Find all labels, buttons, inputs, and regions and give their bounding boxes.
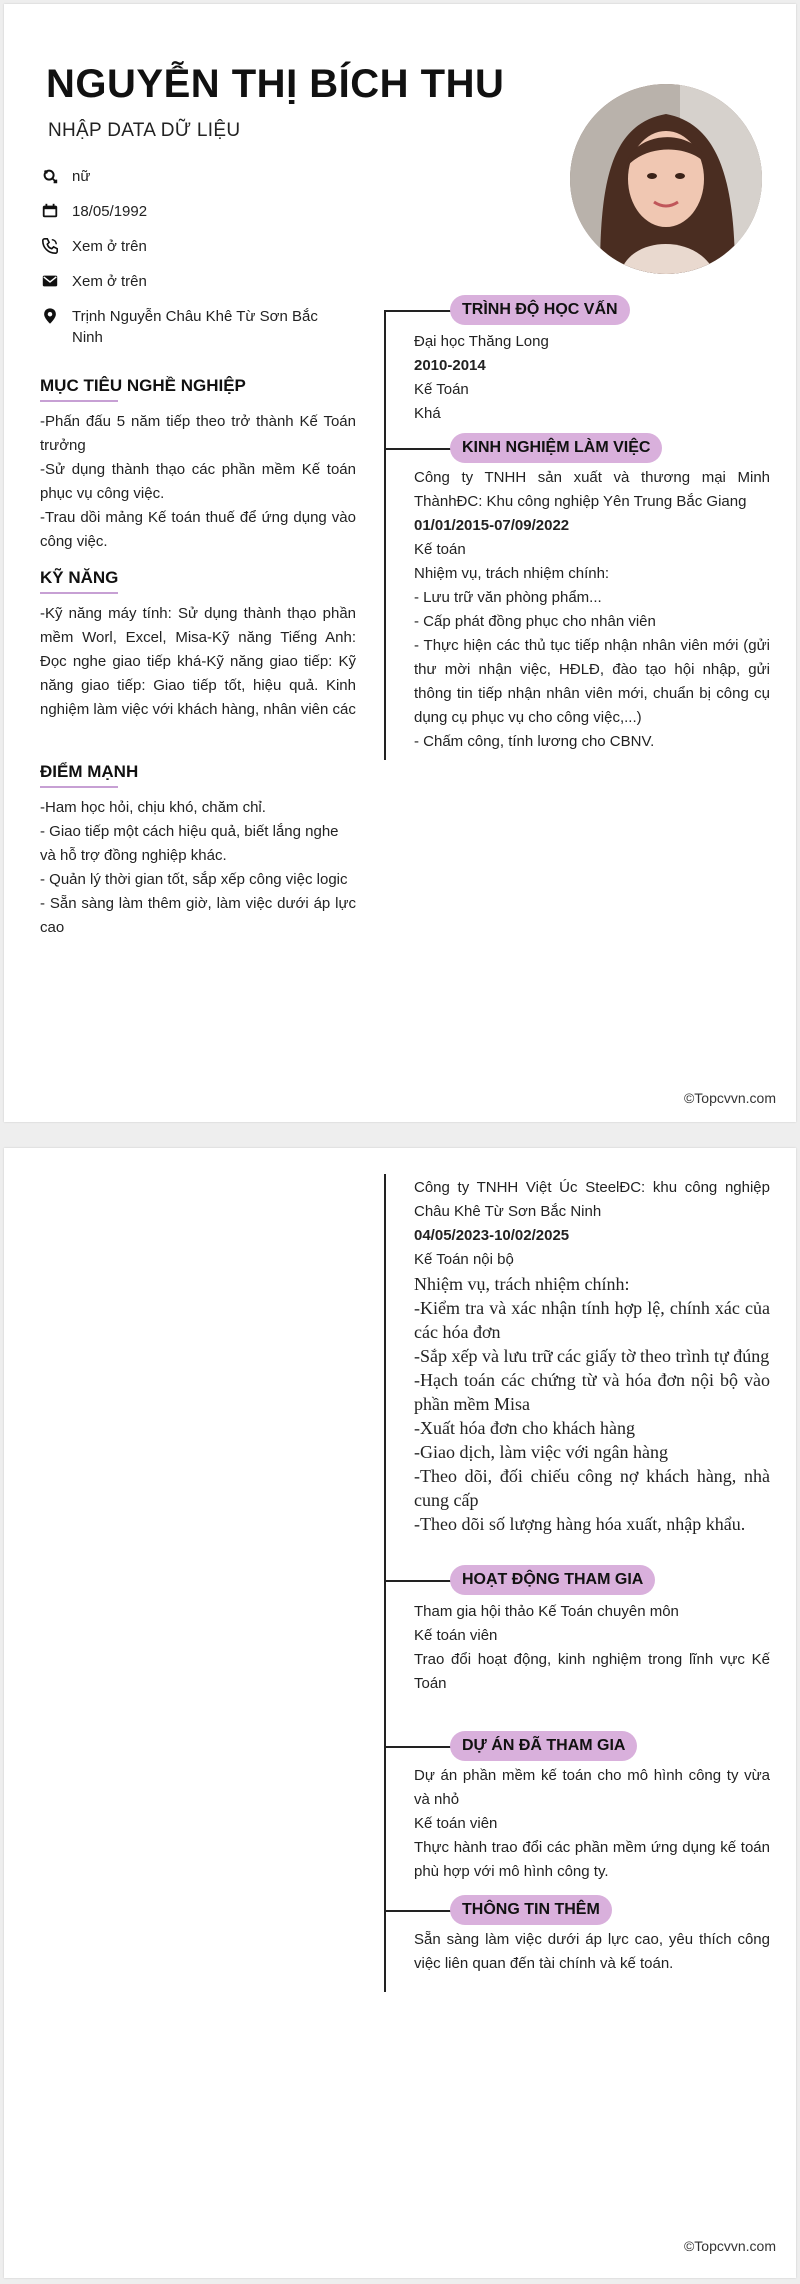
- contact-birthday: [40, 201, 340, 222]
- projects-heading: DỰ ÁN ĐÃ THAM GIA: [450, 1731, 637, 1761]
- job1-company: Công ty TNHH sản xuất và thương mại Minh ThànhĐC: Khu công nghiệp Yên Trung Bắc Giang: [414, 469, 770, 510]
- job2-duty: -Xuất hóa đơn cho khách hàng: [414, 1418, 635, 1438]
- extra-info-text: Sẵn sàng làm việc dưới áp lực cao, yêu thích công việc liên quan đến tài chính và kế toán.: [414, 1931, 770, 1972]
- job1-position: Kế toán: [414, 541, 466, 558]
- experience-job-2: [414, 1176, 770, 1536]
- experience-heading: KINH NGHIỆM LÀM VIỆC: [450, 433, 662, 463]
- job1-duty: - Chấm công, tính lương cho CBNV.: [414, 733, 655, 750]
- contact-address: [40, 306, 340, 348]
- timeline-branch: [384, 310, 452, 312]
- cv-page-2: [4, 1148, 796, 2278]
- job1-duty: - Cấp phát đồng phục cho nhân viên: [414, 613, 656, 630]
- projects-block: [414, 1764, 770, 1884]
- contact-gender: [40, 166, 340, 187]
- objective-line: -Sử dụng thành thạo các phần mềm Kế toán phục vụ công việc.: [40, 461, 356, 502]
- job2-duty: -Sắp xếp và lưu trữ các giấy tờ theo trình tự đúng: [414, 1346, 770, 1366]
- contact-birthday-text: 18/05/1992: [72, 203, 148, 220]
- job2-period: 04/05/2023-10/02/2025: [414, 1227, 570, 1244]
- education-heading: TRÌNH ĐỘ HỌC VẤN: [450, 295, 630, 325]
- activity-line: Kế toán viên: [414, 1627, 498, 1644]
- job1-duties-title: Nhiệm vụ, trách nhiệm chính:: [414, 565, 610, 582]
- objective-line: -Phấn đấu 5 năm tiếp theo trở thành Kế Toán trưởng: [40, 413, 356, 454]
- job1-duty: - Thực hiện các thủ tục tiếp nhận nhân viên mới (gửi thư mời nhận việc, HĐLĐ, đào tạo hội nhập, gửi thông tin tiếp nhận nhân viên mới, chuẩn bị công cụ dụng cụ phục vụ cho công việc,...): [414, 637, 770, 726]
- candidate-name: NGUYỄN THỊ BÍCH THU: [46, 62, 505, 106]
- timeline-line: [384, 310, 386, 760]
- job2-duty: -Theo dõi, đối chiếu công nợ khách hàng, nhà cung cấp: [414, 1466, 770, 1510]
- gender-icon: [40, 166, 60, 186]
- footer-watermark: ©Topcvvn.com: [683, 2238, 776, 2254]
- strength-line: - Giao tiếp một cách hiệu quả, biết lắng nghe: [40, 823, 339, 840]
- extra-info-heading: THÔNG TIN THÊM: [450, 1895, 612, 1925]
- experience-job-1: [414, 466, 770, 754]
- job-title: NHẬP DATA DỮ LIỆU: [48, 120, 241, 141]
- strength-line: - Sẵn sàng làm thêm giờ, làm việc dưới áp lực cao: [40, 895, 356, 936]
- skills-heading: KỸ NĂNG: [40, 568, 118, 594]
- profile-photo: [570, 84, 762, 274]
- job2-duty: -Kiểm tra và xác nhận tính hợp lệ, chính xác của các hóa đơn: [414, 1298, 770, 1342]
- education-grade: Khá: [414, 405, 441, 422]
- phone-icon: [40, 236, 60, 256]
- profile-photo-illustration: [570, 84, 762, 274]
- contact-phone: [40, 236, 340, 257]
- objective-line: -Trau dồi mảng Kế toán thuế để ứng dụng vào công việc.: [40, 509, 356, 550]
- education-period: 2010-2014: [414, 357, 486, 374]
- job1-duty: - Lưu trữ văn phòng phẩm...: [414, 589, 602, 606]
- job2-duty: -Hạch toán các chứng từ và hóa đơn nội bộ vào phần mềm Misa: [414, 1370, 770, 1414]
- education-school: Đại học Thăng Long: [414, 333, 549, 350]
- job2-duties-title: Nhiệm vụ, trách nhiệm chính:: [414, 1274, 630, 1294]
- job2-position: Kế Toán nội bộ: [414, 1251, 514, 1268]
- job2-company: Công ty TNHH Việt Úc SteelĐC: khu công nghiệp Châu Khê Từ Sơn Bắc Ninh: [414, 1179, 770, 1220]
- activities-heading: HOẠT ĐỘNG THAM GIA: [450, 1565, 655, 1595]
- contact-email-text: Xem ở trên: [72, 273, 147, 290]
- timeline-branch: [384, 1580, 452, 1582]
- activity-line: Tham gia hội thảo Kế Toán chuyên môn: [414, 1603, 679, 1620]
- location-icon: [40, 306, 60, 326]
- strengths-section: [40, 762, 356, 940]
- contact-list: [40, 166, 340, 362]
- strengths-heading: ĐIỂM MẠNH: [40, 762, 138, 788]
- cv-page-1: [4, 4, 796, 1122]
- activity-line: Trao đổi hoạt động, kinh nghiệm trong lĩnh vực Kế Toán: [414, 1651, 770, 1692]
- education-block: [414, 330, 770, 426]
- skills-section: [40, 568, 356, 722]
- job2-duty: -Theo dõi số lượng hàng hóa xuất, nhập khẩu.: [414, 1514, 746, 1534]
- project-line: Dự án phần mềm kế toán cho mô hình công ty vừa và nhỏ: [414, 1767, 770, 1808]
- extra-info-block: [414, 1928, 770, 1976]
- email-icon: [40, 271, 60, 291]
- footer-watermark: ©Topcvvn.com: [683, 1090, 776, 1106]
- objective-heading: MỤC TIÊU NGHỀ NGHIỆP: [40, 376, 246, 402]
- project-line: Thực hành trao đổi các phần mềm ứng dụng kế toán phù hợp với mô hình công ty.: [414, 1839, 770, 1880]
- contact-gender-text: nữ: [72, 168, 91, 185]
- objective-section: [40, 376, 356, 554]
- contact-address-text: Trịnh Nguyễn Châu Khê Từ Sơn Bắc Ninh: [72, 308, 318, 346]
- strength-line: -Ham học hỏi, chịu khó, chăm chỉ.: [40, 799, 266, 816]
- contact-phone-text: Xem ở trên: [72, 238, 147, 255]
- timeline-branch: [384, 448, 452, 450]
- skills-text: -Kỹ năng máy tính: Sử dụng thành thạo phần mềm Worl, Excel, Misa-Kỹ năng Tiếng Anh: Đọc nghe giao tiếp khá-Kỹ năng giao tiếp: Kỹ năng giao tiếp: Giao tiếp tốt, hiệu quả. Kinh nghiệm làm việc với khách hàng, nhân viên các: [40, 605, 356, 718]
- timeline-branch: [384, 1746, 452, 1748]
- timeline-branch: [384, 1910, 452, 1912]
- strength-line: và hỗ trợ đồng nghiệp khác.: [40, 847, 227, 864]
- education-major: Kế Toán: [414, 381, 469, 398]
- calendar-icon: [40, 201, 60, 221]
- project-line: Kế toán viên: [414, 1815, 498, 1832]
- job2-duty: -Giao dịch, làm việc với ngân hàng: [414, 1442, 668, 1462]
- timeline-line: [384, 1174, 386, 1992]
- strength-line: - Quản lý thời gian tốt, sắp xếp công việc logic: [40, 871, 348, 888]
- contact-email: [40, 271, 340, 292]
- job1-period: 01/01/2015-07/09/2022: [414, 517, 570, 534]
- activities-block: [414, 1600, 770, 1696]
